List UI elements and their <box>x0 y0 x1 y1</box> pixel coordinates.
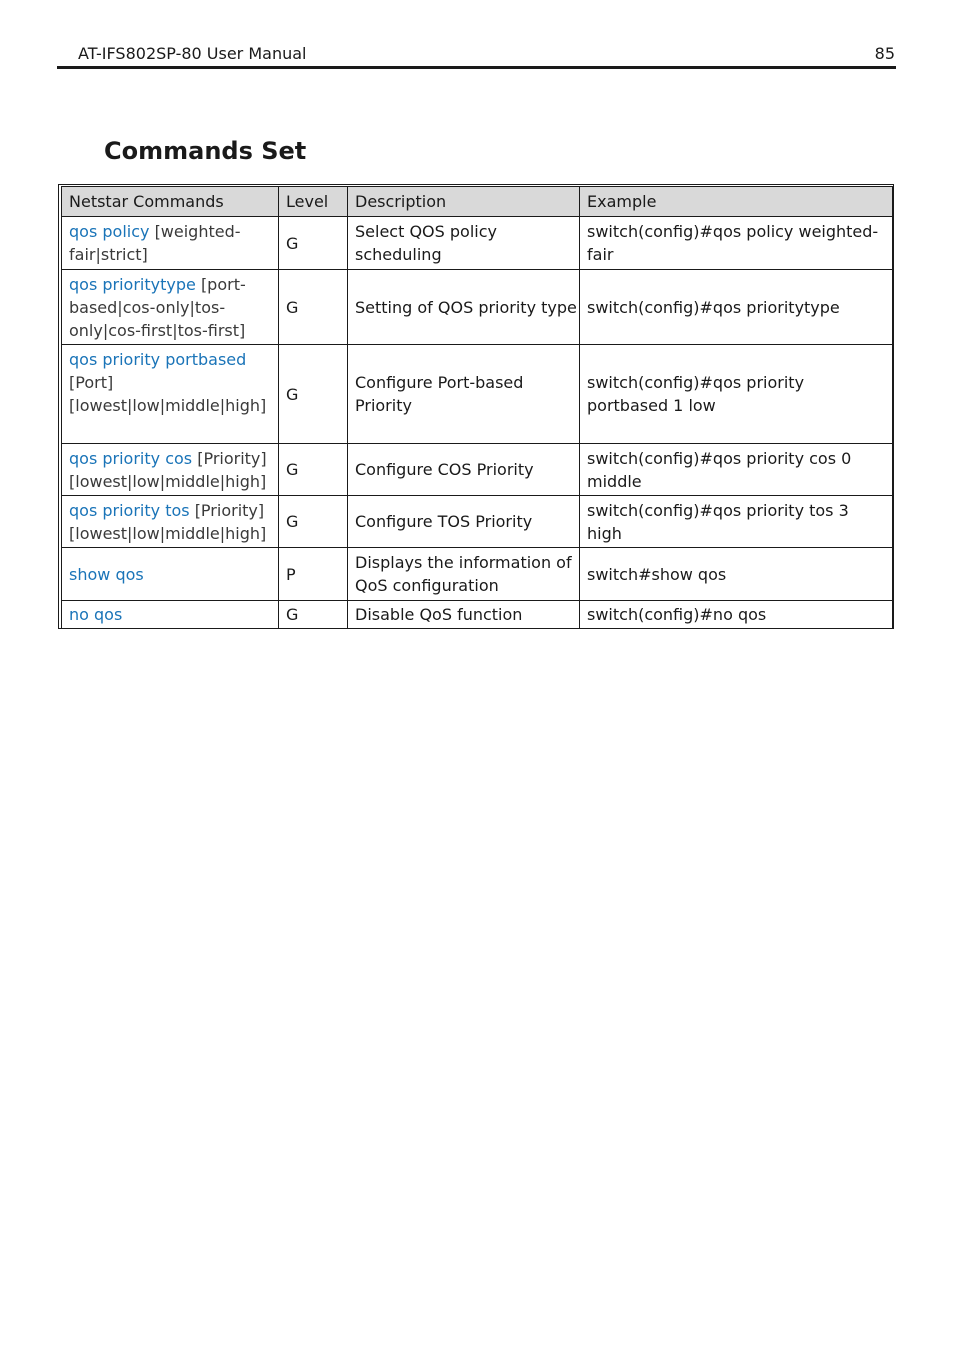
section-title: Commands Set <box>104 137 307 165</box>
level-cell: G <box>279 444 348 496</box>
column-header: Level <box>279 187 348 217</box>
commands-table <box>61 186 893 629</box>
table-row <box>62 601 893 629</box>
command-cell <box>62 270 279 345</box>
example-cell: switch#show qos <box>580 548 893 601</box>
example-cell: switch(config)#qos prioritytype <box>580 270 893 345</box>
level-cell: P <box>279 548 348 601</box>
command-link[interactable]: qos priority tos <box>69 501 190 520</box>
example-cell: switch(config)#qos priority portbased 1 low <box>580 345 893 444</box>
column-header: Netstar Commands <box>62 187 279 217</box>
column-header: Example <box>580 187 893 217</box>
level-cell: G <box>279 217 348 270</box>
level-cell: G <box>279 345 348 444</box>
description-cell: Configure COS Priority <box>348 444 580 496</box>
command-args: [weighted-fair|strict] <box>69 222 241 264</box>
level-cell: G <box>279 270 348 345</box>
command-link[interactable]: show qos <box>69 564 144 584</box>
command-link[interactable]: qos priority portbased <box>69 350 247 369</box>
command-cell <box>62 601 279 629</box>
description-cell: Configure TOS Priority <box>348 496 580 548</box>
page-number: 85 <box>874 44 895 63</box>
command-cell <box>62 345 279 444</box>
example-cell: switch(config)#no qos <box>580 601 893 629</box>
example-cell: switch(config)#qos policy weighted-fair <box>580 217 893 270</box>
description-cell: Displays the information of QoS configuration <box>348 548 580 601</box>
command-cell <box>62 217 279 270</box>
description-cell: Disable QoS function <box>348 601 580 629</box>
description-cell: Configure Port-based Priority <box>348 345 580 444</box>
command-args: [Port] [lowest|low|middle|high] <box>69 373 267 415</box>
table-header-row <box>62 187 893 217</box>
command-link[interactable]: qos policy <box>69 222 150 241</box>
table-row <box>62 345 893 444</box>
example-cell: switch(config)#qos priority cos 0 middle <box>580 444 893 496</box>
description-cell: Setting of QOS priority type <box>348 270 580 345</box>
table-row <box>62 217 893 270</box>
table-row <box>62 496 893 548</box>
command-link[interactable]: qos priority cos <box>69 449 193 468</box>
column-header: Description <box>348 187 580 217</box>
description-cell: Select QOS policy scheduling <box>348 217 580 270</box>
command-args: [Priority] [lowest|low|middle|high] <box>69 501 267 543</box>
level-cell: G <box>279 601 348 629</box>
command-cell <box>62 548 279 601</box>
command-args: [Priority] [lowest|low|middle|high] <box>69 449 267 491</box>
command-link[interactable]: qos prioritytype <box>69 275 196 294</box>
manual-title: AT-IFS802SP-80 User Manual <box>78 44 307 63</box>
table-row <box>62 270 893 345</box>
command-link[interactable]: no qos <box>69 605 123 624</box>
table-row <box>62 444 893 496</box>
table-row <box>62 548 893 601</box>
command-cell <box>62 444 279 496</box>
header-divider <box>57 66 896 69</box>
command-args: [port-based|cos-only|tos-only|cos-first|tos-first] <box>69 275 246 340</box>
command-cell <box>62 496 279 548</box>
level-cell: G <box>279 496 348 548</box>
example-cell: switch(config)#qos priority tos 3 high <box>580 496 893 548</box>
